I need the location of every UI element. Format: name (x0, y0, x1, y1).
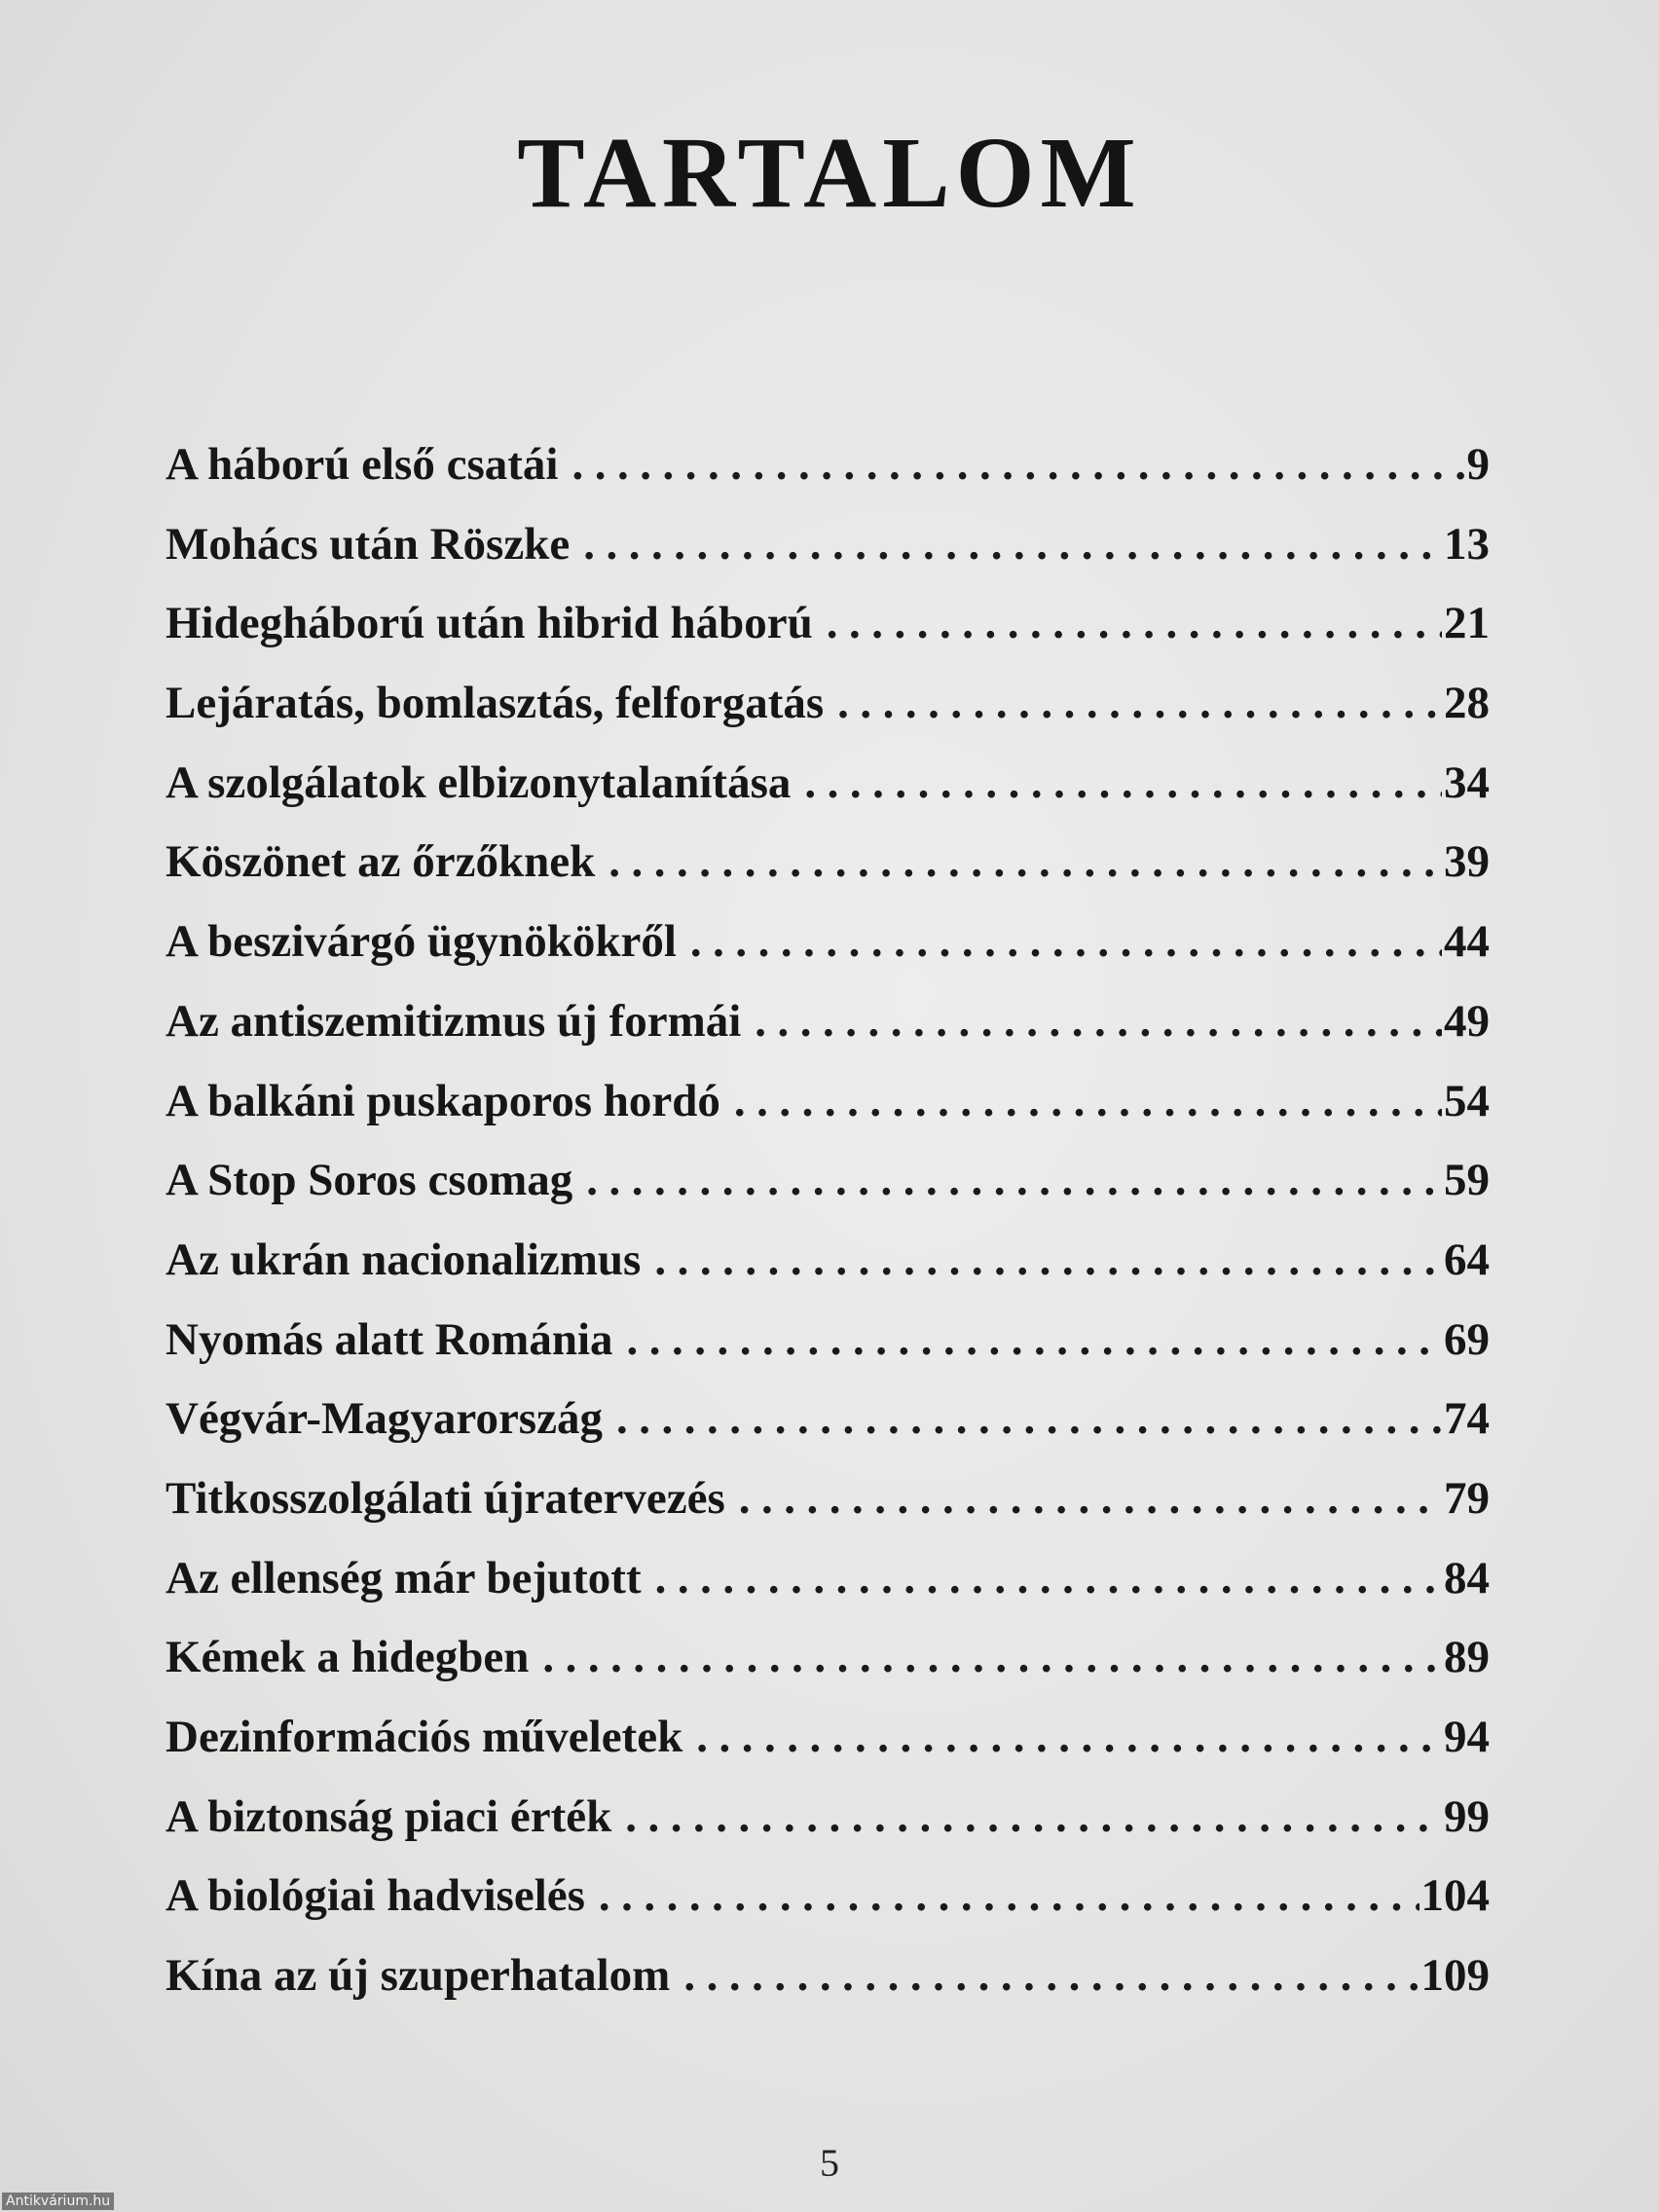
toc-entry (166, 756, 1490, 836)
toc-entry (166, 1869, 1490, 1949)
toc-entry-title: A biztonság piaci érték (166, 1790, 612, 1842)
toc-entry-title: Az ellenség már bejutott (166, 1552, 642, 1604)
toc-entry (166, 518, 1490, 598)
toc-entry-title: Titkosszolgálati újratervezés (166, 1472, 725, 1524)
toc-dot-leader (696, 1711, 1442, 1763)
toc-entry (166, 1472, 1490, 1552)
toc-entry (166, 1234, 1490, 1313)
toc-dot-leader (755, 995, 1442, 1048)
toc-entry (166, 1313, 1490, 1393)
table-of-contents (166, 438, 1490, 2029)
toc-entry-title: Dezinformációs műveletek (166, 1712, 683, 1762)
toc-entry-title: Lejáratás, bomlasztás, felforgatás (166, 678, 825, 729)
toc-dot-leader (734, 1075, 1442, 1127)
toc-dot-leader (571, 438, 1464, 491)
toc-entry-title: Nyomás alatt Románia (166, 1313, 613, 1365)
toc-entry (166, 1631, 1490, 1711)
toc-entry-page: 44 (1444, 916, 1490, 968)
toc-dot-leader (804, 756, 1442, 809)
toc-entry-title: Kína az új szuperhatalom (166, 1950, 671, 2002)
page-number: 5 (820, 2141, 839, 2185)
toc-entry-page: 59 (1444, 1155, 1490, 1206)
toc-entry-page: 21 (1444, 598, 1490, 649)
toc-entry-page: 49 (1444, 995, 1490, 1047)
toc-dot-leader (608, 835, 1442, 888)
toc-dot-leader (827, 597, 1442, 649)
toc-entry (166, 1949, 1490, 2029)
toc-entry (166, 1075, 1490, 1155)
toc-entry-page: 84 (1444, 1552, 1490, 1604)
toc-dot-leader (683, 1949, 1419, 2002)
toc-dot-leader (627, 1313, 1442, 1366)
toc-entry-page: 9 (1466, 439, 1490, 490)
toc-dot-leader (739, 1472, 1442, 1525)
toc-entry-title: Kémek a hidegben (166, 1632, 530, 1683)
toc-dot-leader (583, 518, 1442, 571)
toc-entry-page: 34 (1444, 756, 1490, 808)
toc-entry-title: Az ukrán nacionalizmus (166, 1234, 642, 1285)
toc-entry-page: 79 (1444, 1472, 1490, 1524)
toc-entry-title: Hidegháború után hibrid háború (166, 598, 813, 649)
toc-entry-page: 99 (1444, 1790, 1490, 1842)
toc-entry (166, 1711, 1490, 1790)
toc-entry-page: 104 (1420, 1870, 1490, 1922)
toc-entry-page: 28 (1444, 678, 1490, 729)
toc-entry-page: 109 (1420, 1950, 1490, 2002)
toc-entry (166, 995, 1490, 1075)
toc-entry-page: 39 (1444, 836, 1490, 888)
toc-entry (166, 1790, 1490, 1870)
toc-entry (166, 835, 1490, 915)
toc-entry-page: 94 (1444, 1712, 1490, 1762)
toc-dot-leader (625, 1790, 1442, 1843)
toc-entry (166, 1552, 1490, 1632)
page-title: TARTALOM (517, 117, 1142, 229)
toc-dot-leader (837, 677, 1442, 729)
toc-entry-title: A háború első csatái (166, 439, 559, 490)
toc-entry-title: A beszivárgó ügynökökről (166, 916, 677, 968)
toc-dot-leader (542, 1631, 1442, 1683)
toc-entry-title: Az antiszemitizmus új formái (166, 995, 742, 1047)
toc-entry-page: 69 (1444, 1313, 1490, 1365)
toc-entry (166, 677, 1490, 756)
toc-entry (166, 1154, 1490, 1234)
toc-entry-page: 64 (1444, 1234, 1490, 1285)
toc-dot-leader (599, 1869, 1419, 1922)
toc-entry (166, 438, 1490, 518)
toc-entry-title: Mohács után Röszke (166, 518, 571, 570)
toc-dot-leader (654, 1234, 1442, 1286)
toc-dot-leader (586, 1154, 1442, 1206)
toc-entry-page: 54 (1444, 1075, 1490, 1126)
toc-entry-title: Köszönet az őrzőknek (166, 836, 596, 888)
toc-entry-title: A Stop Soros csomag (166, 1155, 573, 1206)
toc-entry (166, 1392, 1490, 1472)
toc-entry-title: Végvár-Magyarország (166, 1393, 603, 1445)
toc-entry-page: 89 (1444, 1632, 1490, 1683)
toc-entry-title: A balkáni puskaporos hordó (166, 1075, 720, 1126)
toc-entry-title: A biológiai hadviselés (166, 1870, 585, 1922)
toc-dot-leader (690, 915, 1442, 968)
toc-dot-leader (616, 1392, 1442, 1445)
toc-dot-leader (655, 1552, 1442, 1604)
toc-entry-page: 74 (1444, 1393, 1490, 1445)
toc-entry (166, 597, 1490, 677)
watermark: Antikvárium.hu (2, 2193, 114, 2210)
toc-entry (166, 915, 1490, 995)
toc-entry-title: A szolgálatok elbizonytalanítása (166, 756, 792, 808)
toc-entry-page: 13 (1444, 518, 1490, 570)
